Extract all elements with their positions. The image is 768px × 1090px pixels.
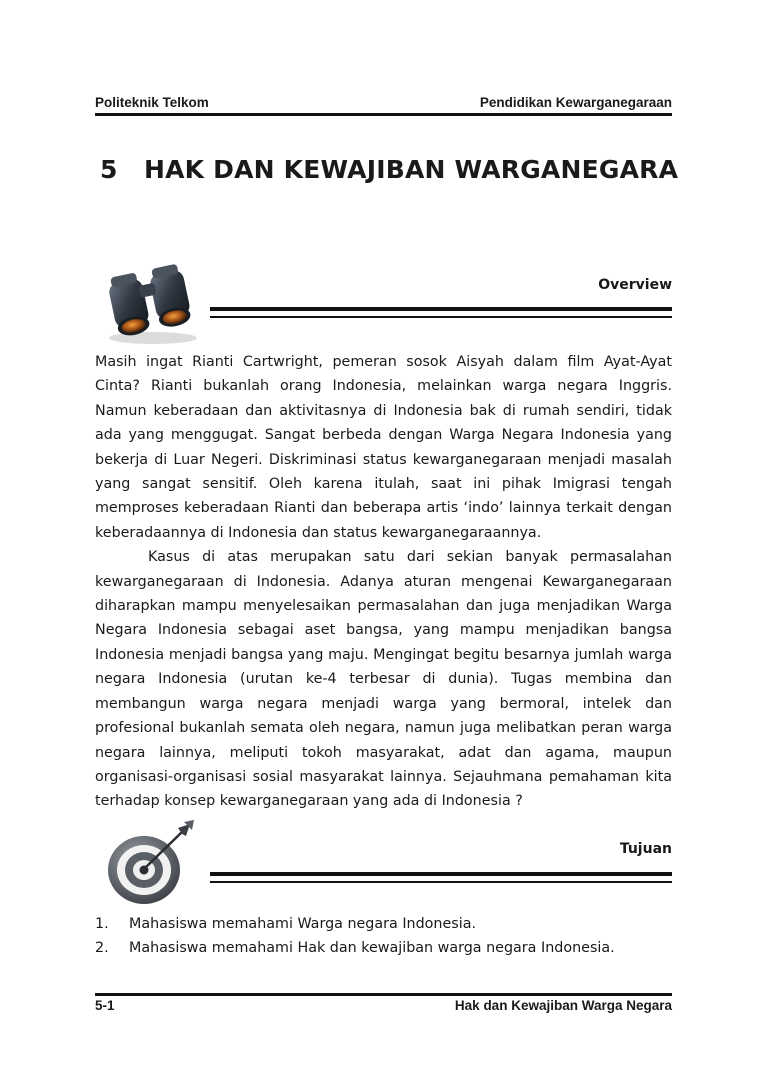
overview-body — [95, 350, 672, 814]
target-icon — [100, 820, 196, 908]
page-number: 5-1 — [95, 998, 115, 1013]
chapter-heading — [100, 155, 679, 184]
header-institution: Politeknik Telkom — [95, 95, 209, 110]
overview-title: Overview — [598, 277, 672, 293]
tujuan-rule-thick — [210, 872, 672, 876]
overview-paragraph-1: Masih ingat Rianti Cartwright, pemeran sosok Aisyah dalam film Ayat-Ayat Cinta? Rianti bukanlah orang Indonesia, melainkan warga negara Inggris. Namun keberadaan dan aktivitasnya di Indonesia bak di rumah sendiri, tidak ada yang menggugat. Sangat berbeda dengan Warga Negara Indonesia yang bekerja di Luar Negeri. Diskriminasi status kewarganegaraan menjadi masalah yang sangat sensitif. Oleh karena itulah, saat ini pihak Imigrasi tengah memproses keberadaan Rianti dan beberapa artis ‘indo’ lainnya terkait dengan keberadaannya di Indonesia dan status kewarganegaraannya. — [95, 354, 672, 541]
list-item-number: 2. — [95, 940, 109, 957]
overview-rule-thin — [210, 316, 672, 318]
tujuan-list — [95, 912, 672, 961]
running-header — [95, 95, 672, 115]
chapter-number: 5 — [100, 155, 118, 184]
list-item-text: Mahasiswa memahami Warga negara Indonesia. — [129, 916, 477, 932]
header-rule — [95, 113, 672, 116]
footer-rule — [95, 993, 672, 996]
overview-paragraph-2: Kasus di atas merupakan satu dari sekian banyak permasalahan kewarganegaraan di Indonesia. Adanya aturan mengenai Kewarganegaraan diharapkan mampu menyelesaikan permasalahan dan juga menjadikan Warga Negara Indonesia sebagai aset bangsa, yang mampu menjadikan bangsa Indonesia menjadi bangsa yang maju. Mengingat begitu besarnya jumlah warga negara Indonesia (urutan ke-4 terbesar di dunia). Tugas membina dan membangun warga negara menjadi warga yang bermoral, intelek dan profesional bukanlah semata oleh negara, namun juga melibatkan peran warga negara lainnya, meliputi tokoh masyarakat, adat dan agama, maupun organisasi-organisasi sosial masyarakat lainnya. Sejauhmana pemahaman kita terhadap konsep kewarganegaraan yang ada di Indonesia ? — [95, 549, 672, 810]
list-item-text: Mahasiswa memahami Hak dan kewajiban warga negara Indonesia. — [129, 940, 615, 957]
footer-chapter-title: Hak dan Kewajiban Warga Negara — [454, 998, 672, 1013]
tujuan-rule-thin — [210, 881, 672, 883]
binoculars-icon — [98, 262, 202, 346]
list-item-number: 1. — [95, 916, 109, 932]
running-footer — [95, 998, 672, 1018]
chapter-title: HAK DAN KEWAJIBAN WARGANEGARA — [144, 155, 679, 184]
list-item — [95, 912, 672, 936]
overview-rule-thick — [210, 307, 672, 311]
header-course: Pendidikan Kewarganegaraan — [479, 95, 672, 110]
tujuan-title: Tujuan — [619, 841, 672, 857]
list-item — [95, 936, 672, 960]
